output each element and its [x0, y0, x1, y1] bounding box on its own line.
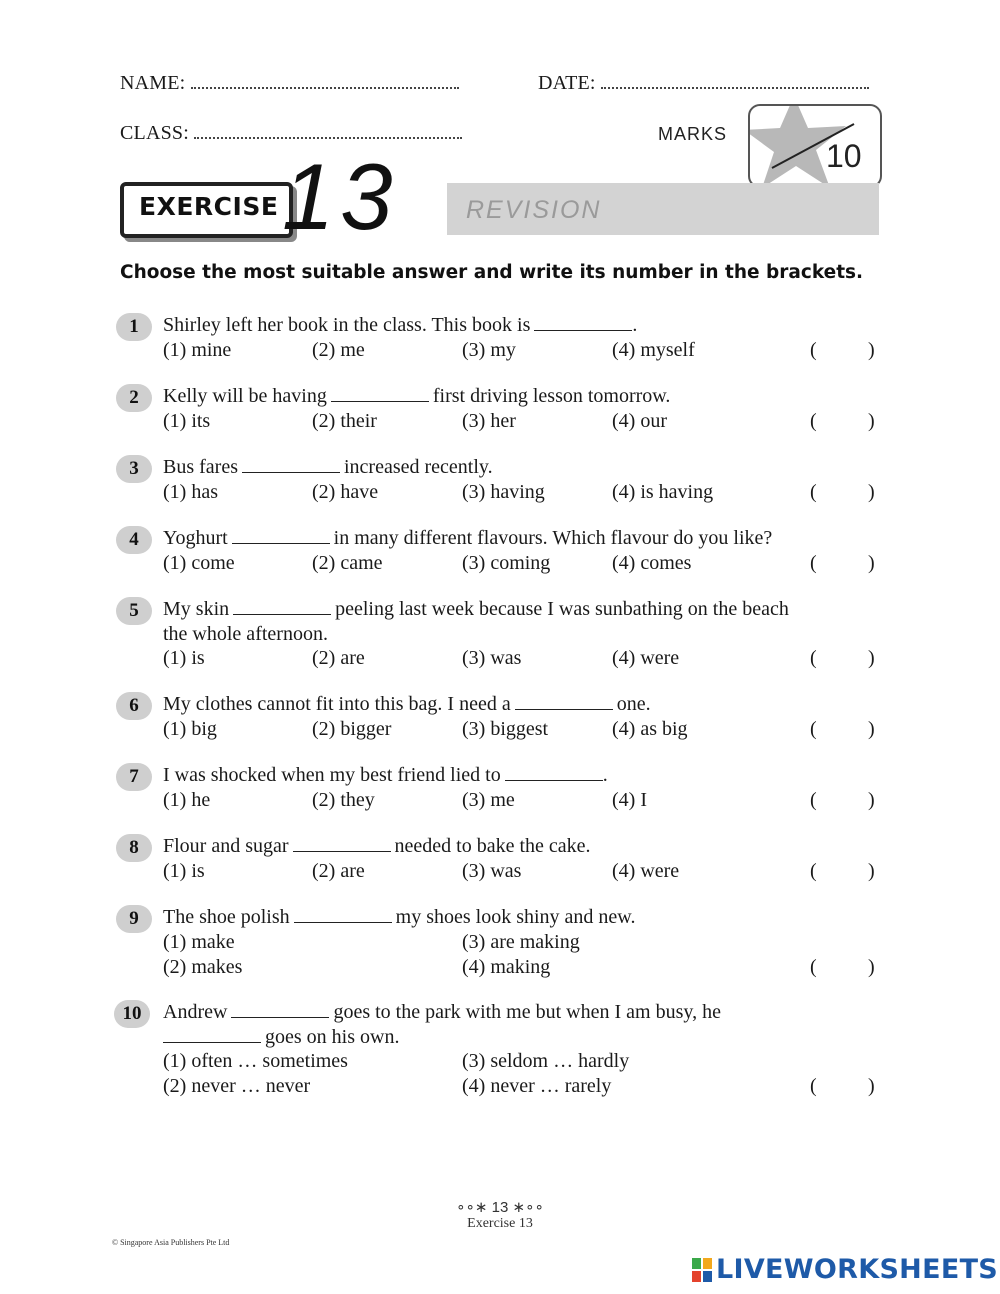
answer-input-slot[interactable]	[822, 410, 866, 434]
answer-bracket-close: )	[868, 860, 875, 882]
answer-option: (2) came	[312, 552, 383, 574]
question-text-after-blank: .	[632, 314, 638, 336]
question-number-badge: 10	[114, 1000, 150, 1028]
answer-bracket-close: )	[868, 552, 875, 574]
question-number-badge: 8	[116, 834, 152, 862]
answer-option: (4) I	[612, 789, 647, 811]
answer-input-slot[interactable]	[822, 647, 866, 671]
answer-option: (2) me	[312, 339, 365, 361]
answer-input-slot[interactable]	[822, 718, 866, 742]
answer-bracket-close: )	[868, 956, 875, 978]
answer-option: (3) my	[462, 339, 516, 361]
answer-option: (1) has	[163, 481, 218, 503]
question-text-before-blank: Flour and sugar	[163, 835, 289, 857]
answer-bracket-open: (	[810, 1075, 817, 1097]
answer-option: (1) its	[163, 410, 211, 432]
answer-option: (2) are	[312, 860, 365, 882]
answer-option: (2) are	[312, 647, 365, 669]
question-text-after-blank: .	[602, 764, 608, 786]
question-number-badge: 6	[116, 692, 152, 720]
answer-input-slot[interactable]	[822, 1075, 866, 1099]
answer-input-slot[interactable]	[822, 339, 866, 363]
answer-option: (3) was	[462, 860, 522, 882]
answer-option: (1) is	[163, 860, 205, 882]
question-text-continued: the whole afternoon.	[163, 623, 328, 645]
answer-option: (3) coming	[462, 552, 551, 574]
question-number-badge: 4	[116, 526, 152, 554]
answer-blank[interactable]	[232, 527, 330, 544]
question-text-before-blank: My clothes cannot fit into this bag. I need a	[163, 693, 511, 715]
answer-option: (4) our	[612, 410, 667, 432]
answer-blank[interactable]	[163, 1026, 261, 1043]
answer-blank[interactable]	[231, 1001, 329, 1018]
answer-bracket-open: (	[810, 956, 817, 978]
question-text	[163, 598, 879, 621]
question-text-before-blank: Bus fares	[163, 456, 238, 478]
answer-option: (4) were	[612, 647, 680, 669]
answer-input-slot[interactable]	[822, 552, 866, 576]
question-text	[163, 693, 651, 716]
marks-box[interactable]	[748, 104, 882, 188]
date-label: DATE:	[538, 72, 596, 94]
answer-bracket-open: (	[810, 481, 817, 503]
answer-bracket-close: )	[868, 481, 875, 503]
answer-option: (2) have	[312, 481, 379, 503]
answer-blank[interactable]	[233, 598, 331, 615]
question-text-before-blank: Shirley left her book in the class. This book is	[163, 314, 531, 336]
question-text	[163, 906, 635, 929]
answer-option: (3) seldom … hardly	[462, 1050, 630, 1072]
answer-blank[interactable]	[242, 456, 340, 473]
answer-bracket-close: )	[868, 339, 875, 361]
question-number-badge: 5	[116, 597, 152, 625]
question-text-before-blank: Kelly will be having	[163, 385, 327, 407]
date-field	[538, 72, 869, 95]
section-title: REVISION	[466, 196, 602, 224]
answer-option: (1) mine	[163, 339, 232, 361]
question-text	[163, 314, 637, 337]
answer-option: (4) were	[612, 860, 680, 882]
answer-bracket-open: (	[810, 410, 817, 432]
answer-input-slot[interactable]	[822, 860, 866, 884]
answer-option: (2) never … never	[163, 1075, 311, 1097]
question-text-before-blank: My skin	[163, 598, 230, 620]
question-text-before-blank: The shoe polish	[163, 906, 290, 928]
answer-option: (4) comes	[612, 552, 692, 574]
answer-bracket-open: (	[810, 647, 817, 669]
answer-bracket-close: )	[868, 410, 875, 432]
question-number-badge: 9	[116, 905, 152, 933]
question-number-badge: 3	[116, 455, 152, 483]
liveworksheets-logo-icon	[692, 1258, 712, 1282]
question-text	[163, 1001, 721, 1024]
answer-option: (3) are making	[462, 931, 580, 953]
answer-bracket-open: (	[810, 789, 817, 811]
answer-option: (4) making	[462, 956, 551, 978]
answer-blank[interactable]	[534, 314, 632, 331]
page-number: ∘∘∗ 13 ∗∘∘	[456, 1199, 544, 1216]
copyright: © Singapore Asia Publishers Pte Ltd	[112, 1238, 230, 1247]
exercise-number: 13	[282, 144, 399, 249]
class-line[interactable]	[194, 123, 462, 139]
date-line[interactable]	[601, 73, 869, 89]
answer-option: (1) come	[163, 552, 235, 574]
answer-option: (3) biggest	[462, 718, 549, 740]
answer-blank[interactable]	[505, 764, 603, 781]
exercise-label: EXERCISE	[139, 192, 279, 221]
answer-input-slot[interactable]	[822, 481, 866, 505]
question-text	[163, 385, 670, 408]
answer-option: (1) is	[163, 647, 205, 669]
question-text-after-blank: needed to bake the cake.	[394, 835, 591, 857]
answer-bracket-close: )	[868, 718, 875, 740]
question-text-after-blank: first driving lesson tomorrow.	[432, 385, 671, 407]
name-label: NAME:	[120, 72, 186, 94]
answer-option: (4) never … rarely	[462, 1075, 612, 1097]
question-text	[163, 835, 591, 858]
class-field	[120, 122, 462, 145]
answer-bracket-open: (	[810, 339, 817, 361]
answer-option: (1) often … sometimes	[163, 1050, 348, 1072]
liveworksheets-logo: LIVEWORKSHEETS	[716, 1254, 999, 1285]
answer-option: (3) was	[462, 647, 522, 669]
answer-bracket-close: )	[868, 789, 875, 811]
answer-option: (4) is having	[612, 481, 714, 503]
name-line[interactable]	[191, 73, 459, 89]
answer-bracket-open: (	[810, 718, 817, 740]
answer-blank[interactable]	[293, 835, 391, 852]
answer-option: (2) their	[312, 410, 377, 432]
marks-label: MARKS	[658, 124, 728, 144]
question-text-after-blank: my shoes look shiny and new.	[395, 906, 636, 928]
question-text	[163, 764, 608, 787]
question-text	[163, 527, 772, 550]
answer-bracket-close: )	[868, 1075, 875, 1097]
answer-option: (3) me	[462, 789, 515, 811]
instruction: Choose the most suitable answer and write its number in the brackets.	[120, 262, 864, 283]
answer-input-slot[interactable]	[822, 956, 866, 980]
question-text-after-blank: one.	[616, 693, 651, 715]
question-text-after-blank: peeling last week because I was sunbathing on the beach	[335, 598, 789, 620]
question-text-after-blank: goes to the park with me but when I am busy, he	[333, 1001, 721, 1023]
answer-option: (2) bigger	[312, 718, 392, 740]
question-text-before-blank: Yoghurt	[163, 527, 228, 549]
question-number-badge: 1	[116, 313, 152, 341]
question-text-continued: goes on his own.	[265, 1026, 400, 1048]
marks-total: 10	[826, 138, 862, 174]
answer-option: (1) big	[163, 718, 217, 740]
question-text-line-2	[163, 623, 328, 646]
answer-option: (3) having	[462, 481, 545, 503]
class-label: CLASS:	[120, 122, 190, 144]
answer-option: (2) makes	[163, 956, 243, 978]
answer-option: (1) he	[163, 789, 211, 811]
answer-blank[interactable]	[515, 693, 613, 710]
answer-blank[interactable]	[331, 385, 429, 402]
question-text-after-blank: in many different flavours. Which flavour do you like?	[333, 527, 773, 549]
question-text-before-blank: I was shocked when my best friend lied to	[163, 764, 501, 786]
answer-option: (2) they	[312, 789, 375, 811]
answer-bracket-open: (	[810, 860, 817, 882]
question-number-badge: 2	[116, 384, 152, 412]
answer-option: (4) as big	[612, 718, 688, 740]
answer-option: (1) make	[163, 931, 235, 953]
answer-blank[interactable]	[294, 906, 392, 923]
question-text	[163, 456, 493, 479]
answer-input-slot[interactable]	[822, 789, 866, 813]
question-text-before-blank: Andrew	[163, 1001, 228, 1023]
name-field	[120, 72, 459, 95]
answer-option: (3) her	[462, 410, 516, 432]
question-text-after-blank: increased recently.	[343, 456, 493, 478]
exercise-reference: Exercise 13	[467, 1216, 533, 1231]
answer-option: (4) myself	[612, 339, 695, 361]
question-text-line-2	[163, 1026, 399, 1049]
answer-bracket-close: )	[868, 647, 875, 669]
answer-bracket-open: (	[810, 552, 817, 574]
question-number-badge: 7	[116, 763, 152, 791]
